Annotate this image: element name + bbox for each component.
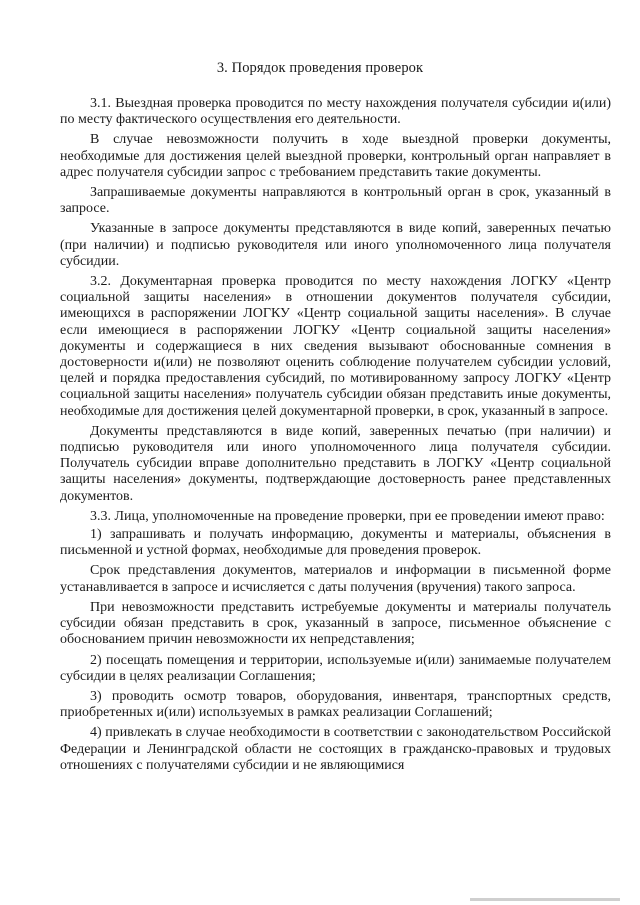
list-item-2: 2) посещать помещения и территории, используемые и(или) занимаемые получателем субсидии в целях реализации Соглашения; (60, 652, 611, 684)
paragraph-3-2: 3.2. Документарная проверка проводится по месту нахождения ЛОГКУ «Центр социальной защиты населения» в отношении документов получателя субсидии, имеющихся в распоряжении ЛОГКУ «Центр социальной защиты населения». В случае если имеющиеся в распоряжении ЛОГКУ «Центр социальной защиты населения» документы и содержащиеся в них сведения вызывают обоснованные сомнения в достоверности и(или) не позволяют оценить соблюдение получателем субсидии условий, целей и порядка предоставления субсидий, по мотивированному запросу ЛОГКУ «Центр социальной защиты населения» получатель субсидии обязан представить иные документы, необходимые для достижения целей документарной проверки, в срок, указанный в запросе. (60, 274, 611, 419)
document-body (60, 96, 611, 778)
paragraph-explanation: При невозможности представить истребуемые документы и материалы получатель субсидии обязан представить в срок, указанный в запросе, письменное объяснение с обоснованием причин невозможности их непредставления; (60, 599, 611, 648)
paragraph-3-1: 3.1. Выездная проверка проводится по месту нахождения получателя субсидии и(или) по месту фактического осуществления его деятельности. (60, 96, 611, 128)
paragraph-copies-and-additional: Документы представляются в виде копий, заверенных печатью (при наличии) и подписью руководителя или иного уполномоченного лица получателя субсидии. Получатель субсидии вправе дополнительно представить в ЛОГКУ «Центр социальной защиты населения» документы, подтверждающие достоверность ранее представленных документов. (60, 423, 611, 504)
paragraph-document-copies: Указанные в запросе документы представляются в виде копий, заверенных печатью (при наличии) и подписью руководителя или иного уполномоченного лица получателя субсидии. (60, 221, 611, 269)
paragraph-submission-term: Срок представления документов, материалов и информации в письменной форме устанавливается в запросе и исчисляется с даты получения (вручения) такого запроса. (60, 563, 611, 595)
section-title: 3. Порядок проведения проверок (216, 60, 424, 76)
list-item-1: 1) запрашивать и получать информацию, документы и материалы, объяснения в письменной и устной формах, необходимые для проведения проверок. (60, 527, 611, 559)
paragraph-documents-deadline: Запрашиваемые документы направляются в контрольный орган в срок, указанный в запросе. (60, 185, 611, 217)
list-item-3: 3) проводить осмотр товаров, оборудования, инвентаря, транспортных средств, приобретенных и(или) используемых в рамках реализации Соглашений; (60, 688, 611, 721)
list-item-4: 4) привлекать в случае необходимости в соответствии с законодательством Российской Федерации и Ленинградской области не состоящих в гражданско-правовых и трудовых отношениях с получателями субсидии и не являющимися (60, 725, 611, 773)
paragraph-3-3: 3.3. Лица, уполномоченные на проведение проверки, при ее проведении имеют право: (90, 508, 605, 524)
scan-edge-mark (470, 898, 620, 901)
paragraph-request-documents: В случае невозможности получить в ходе выездной проверки документы, необходимые для достижения целей выездной проверки, контрольный орган направляет в адрес получателя субсидии запрос с требованием представить такие документы. (60, 132, 611, 180)
